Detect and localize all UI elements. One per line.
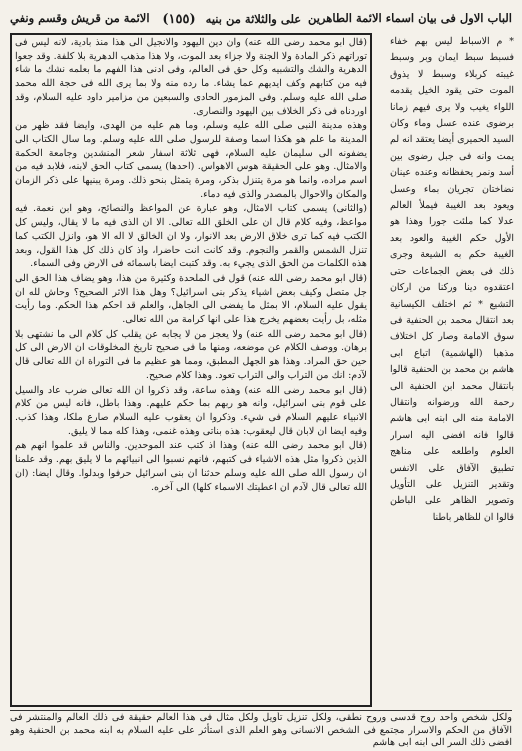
- main-paragraph: (قال ابو محمد رضى الله عنه) وهذه ساعة، وقد ذكروا ان الله تعالى ضرب عاد والسيل على قوم بنى اسرائيل، وانه هو ربهم بما حكم عليهم. وهذا باطل، فانه ليس من كلام الانبياء عليهم السلام فى شيء. وذكروا ان يعقوب عليه السلام صارع ملكا، وهذا كذب. وفيه ايضا ان لابان قال ليعقوب: هذه بناتى وهذه غنمى، وهذا كله مما لا يليق.: [15, 384, 367, 437]
- main-paragraph: وهذه مدينة النبى صلى الله عليه وسلم، وما هم عليه من الهدى، وايضا فقد ظهر من المدينة ما علم هو هكذا اسما وصفة للرسول صلى الله عليه وسلم. وما سال الكتاب الى يضفونه الى سليمان عليه السلام، فهى ثلاثة اسفار شعر المنشدين وجامعة الحكمة والامثال. وهو على الحقيقة هوس الاهواس. (احدها) يسمى كتاب الحق لابنه، فلابد فيه من اسم مراده، وانما هو مرة يتنزل بذكر، ومرة يتمثل بنحو ذلك. ومرة يبنيها على ذكر الزمان والمكان والاحوال بالمصدر والذى فيه دماء.: [15, 120, 367, 200]
- footer-divider: [10, 710, 512, 711]
- margin-commentary: [390, 34, 514, 704]
- bottom-paragraph: ولكل شخص واحد روح قدسى وروح نطقى، ولكل تنزيل تأويل ولكل مثال فى هذا العالم حقيقة فى ذلك العالم والمنتشر فى الآفاق من الحكم والاسرار مجتمع فى الشخص الانسانى وهو العلم الذى استأثر على عليه السلام به ابنه محمد بن الحنفية وهو افضى ذلك السر الى ابنه ابى هاشم: [10, 712, 512, 748]
- page-number: (١٥٥): [162, 11, 196, 27]
- bottom-continuation: [10, 712, 512, 748]
- header-right: الباب الاول فى بيان اسماء الائمة الطاهرين: [307, 11, 512, 26]
- header-left: الائمة من قريش وقسم ونفي: [10, 11, 150, 26]
- main-paragraph: (قال ابو محمد رضى الله عنه) قول فى الملحدة وكثيرة من هذا، وهو يضاف هذا الحق الى جل متصل وكيف بعض اشياء يذكر بنى اسرائيل؟ وهل هذا الاثر الصحيح؟ وحاش لله ان يقول عليه السلام، الا بمثل ما يفضى الى الجاهل، والعلم قد احكم هذا الحكم. وما رأيت مثله، بل رأيت بعضهم يخرج هذا على انها كرامة من الله تعالى.: [15, 272, 367, 326]
- main-paragraph: (قال ابو محمد رضى الله عنه) ولا يعجز من لا يجابه عن يقلب كل كلام الى ما نشتهى بلا برهان. ووصف الكلام عن موضعه، ومنها ما فى صحيح تاريخ المخلوقات ان الارض الى كل حين حق المراد. وهذا هو الجهل المطبق، ومما هو عظيم ما فى التوراة ان الله تعالى قال لآدم: انك من التراب والى التراب تعود. وهذا كلام صحيح.: [15, 328, 367, 381]
- running-header: [10, 8, 512, 30]
- header-center: [156, 13, 301, 26]
- header-center-text: على والثلاثة من بنيه: [205, 11, 302, 26]
- main-paragraph: (قال ابو محمد رضى الله عنه) وان دين اليهود والانجيل الى هذا منذ بادية، لانه ليس فى توراتهم ذكر المادة ولا الجنة ولا جزاء بعد الموت، ولا هذا مذهب الدهرية بلا كلفة. وقد جعوا الدهرية والشك والتشبيه وكل حق فى العالم، وفى ادنى هذا الفهم ما بعلمه نشك ما شاء فيه من كتابهم وكف ايديهم عما يشاء. ما رده منه ولا بما يرى الله فى حجة الله محمد صلى الله عليه وسلم. وفى المزمور الحادى والسبعين من مزامير داود عليه السلام، وقد اوردناه فى ذكر الخلاف بين اليهود والنصارى.: [15, 37, 367, 117]
- margin-paragraph: * م الاسباط ليس بهم خفاء فسبط سبط ايمان وبر وسبط غيبته كربلاء وسبط لا يذوق الموت حتى يقود الخيل يقدمه اللواء يغيب ولا يرى فيهم زمانا برضوى عنده عسل وماء وكان السيد الحميرى أيضا يعتقد انه لم يمت وانه فى جبل رضوى بين أسد ونمر يحفظانه وعنده عينان نضاختان تجريان بماء وعسل ويعود بعد الغيبة فيملأ العالم عدلا كما ملئت جورا وهذا هو الأول حكم الغيبة والعود بعد الغيبة حكم به الشيعة وجرى ذلك فى بعض الجماعات حتى اعتقدوه دينا وركنا من اركان التشيع * ثم اختلف الكيسانية بعد انتقال محمد بن الحنفية فى سوق الامامة وصار كل اختلاف مذهبا (الهاشمية) اتباع ابى هاشم بن محمد بن الحنفية قالوا بانتقال محمد ابن الحنفية الى رحمة الله ورضوانه وانتقال الامامة منه الى ابنه ابى هاشم قالوا فانه افضى اليه اسرار العلوم واطلعه على مناهج تطبيق الآفاق على الانفس وتقدير التنزيل على التأويل وتصوير الظاهر على الباطن قالوا ان للظاهر باطنا: [390, 36, 514, 523]
- main-paragraph: (والثانى) يسمى كتاب الامثال، وهو عبارة عن المواعظ والنصائح، وهو ابن نعمة. فيه مواعظ، وفيه كلام قال ان على الخلق الله تعالى. الا ان الذى فيه ما لا يقال، وليس كل الكتب فيه كما ترى خلاق الارض بعد الانوار، ولا ان الخالق لا اله الا هو، وانزل الكتب كما تنزل الشمس والقمر والنجوم. وقد كانت انت حاضرا، واذ كان ذلك كل هذا القول، وبعد هذه الكلمات من الحق الذى يجيء به. وقد كتبت ايضا باسمائه فى الارض وفى السماء.: [15, 203, 367, 270]
- main-paragraph: (قال ابو محمد رضى الله عنه) وهذا اذ كتب عند الموحدين. والناس قد علموا انهم هم الذين ذكروا مثل هذه الاشياء فى كتبهم، فانهم نسبوا الى انبيائهم ما لا يليق بهم. وقد علمنا ان رسول الله صلى الله عليه وسلم حدثنا ان بنى اسرائيل حرفوا وبدلوا. وقال ايضا: (ان الله تعالى قال لآدم ان اعطيتك الاسماء كلها) الى آخره.: [15, 440, 367, 493]
- main-text: [15, 36, 367, 702]
